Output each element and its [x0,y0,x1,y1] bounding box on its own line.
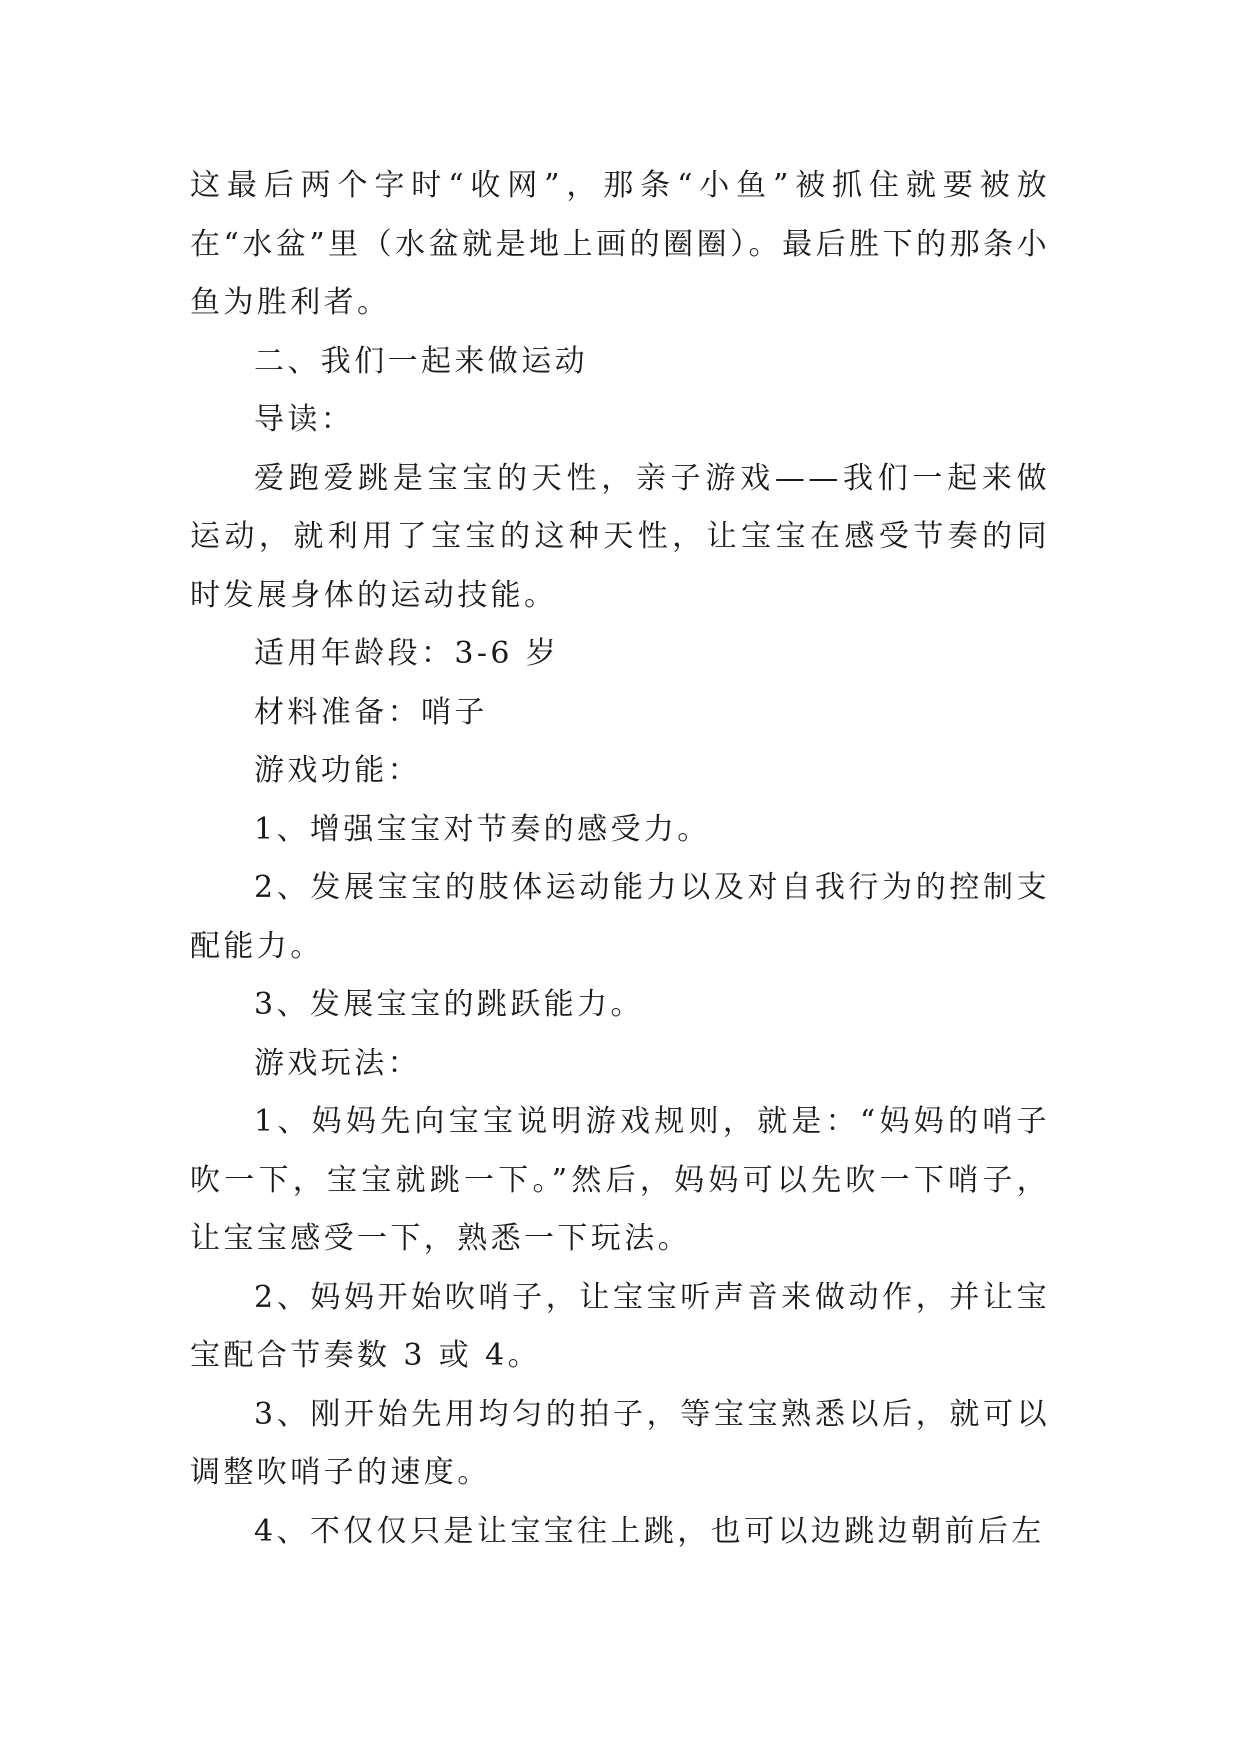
age-range: 适用年龄段：3-6 岁 [254,636,560,671]
intro-paragraph: 爱跑爱跳是宝宝的天性，亲子游戏——我们一起来做运动，就利用了宝宝的这种天性，让宝宝在感受节奏的同时发展身体的运动技能。 [190,460,1050,613]
function-item: 2、发展宝宝的肢体运动能力以及对自我行为的控制支配能力。 [190,870,1050,964]
paragraph-continuation: 这最后两个字时“收网”，那条“小鱼”被抓住就要被放在“水盆”里（水盆就是地上画的圈圈）。最后胜下的那条小鱼为胜利者。 [190,168,1050,320]
function-item: 1、增强宝宝对节奏的感受力。 [254,811,711,847]
gameplay-step: 4、不仅仅只是让宝宝往上跳，也可以边跳边朝前后左 [254,1513,1045,1549]
gameplay-step: 2、妈妈开始吹哨子，让宝宝听声音来做动作，并让宝宝配合节奏数 3 或 4。 [190,1279,1050,1373]
function-item: 3、发展宝宝的跳跃能力。 [254,987,644,1022]
function-label: 游戏功能： [254,753,421,788]
materials: 材料准备：哨子 [254,694,488,730]
body-text [190,157,1050,1561]
gameplay-step: 1、妈妈先向宝宝说明游戏规则，就是：“妈妈的哨子吹一下，宝宝就跳一下。”然后，妈妈可以先吹一下哨子，让宝宝感受一下，熟悉一下玩法。 [190,1104,1050,1256]
intro-label: 导读： [254,402,355,437]
gameplay-label: 游戏玩法： [254,1045,421,1081]
gameplay-step: 3、刚开始先用均匀的拍子，等宝宝熟悉以后，就可以调整吹哨子的速度。 [190,1396,1050,1490]
section-heading: 二、我们一起来做运动 [254,343,588,379]
